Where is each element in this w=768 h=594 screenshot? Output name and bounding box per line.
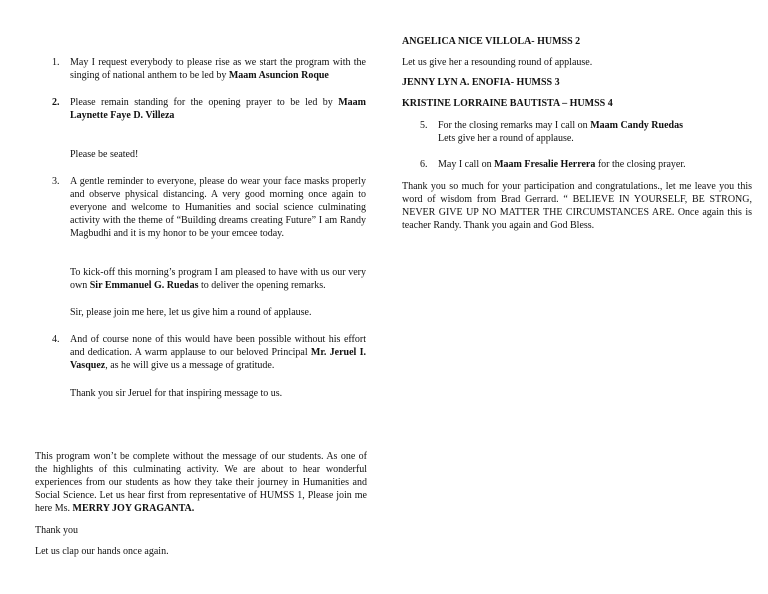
item-text-bold: Mr. Jeruel I. Vasquez — [70, 347, 367, 371]
heading-humss2: ANGELICA NICE VILLOLA- HUMSS 2 — [402, 36, 581, 47]
item-text — [70, 333, 366, 372]
item-number: 3. — [52, 176, 60, 187]
item-number: 5. — [420, 120, 428, 131]
item-text-plain: For the closing remarks may I call on — [438, 120, 591, 131]
join-sir-text: Sir, please join me here, let us give him a round of applause. — [70, 307, 312, 318]
item-text-bold: Maam Asuncion Roque — [228, 70, 329, 81]
students-text: This program won’t be complete without the message of our students. As one of the highlights of this culminating activity. We are about to hear wonderful experiences from our students as how they take their journey in Humanities and Social Science. Let us hear first from representative of HUMSS 1, Please join me here Ms. — [35, 451, 367, 514]
closing-paragraph: Thank you so much for your participation and congratulations., let me leave you this word of wisdom from Brad Gerrard. “ BELIEVE IN YOURSELF, BE STRONG, NEVER GIVE UP NO MATTER THE CIRCUMSTANCES ARE. Once again this is teacher Randy. Thank you again and God Bless. — [402, 181, 752, 231]
item-text-a: And of course none of this would have been possible without his effort and dedication. A warm applause to our beloved Principal — [70, 334, 366, 358]
heading-humss3: JENNY LYN A. ENOFIA- HUMSS 3 — [402, 77, 560, 88]
item-text-b: for the closing prayer. — [595, 159, 686, 170]
item-text-line2: Lets give her a round of applause. — [438, 133, 574, 144]
clap-text: Let us clap our hands once again. — [35, 546, 169, 557]
applause-text: Let us give her a resounding round of applause. — [402, 57, 593, 68]
thank-jeruel-text: Thank you sir Jeruel for that inspiring message to us. — [70, 388, 283, 399]
item-text-bold: Maam Fresalie Herrera — [494, 159, 596, 170]
student-name: MERRY JOY GRAGANTA. — [72, 503, 195, 514]
heading-humss4: KRISTINE LORRAINE BAUTISTA – HUMSS 4 — [402, 98, 613, 109]
item-number: 6. — [420, 159, 428, 170]
item-number: 2. — [52, 97, 60, 108]
item-text — [438, 158, 738, 171]
kickoff-text-a: To kick-off this morning’s program I am pleased to have with us our very own — [70, 267, 366, 291]
item-text — [70, 56, 366, 82]
item-text-bold: Maam Laynette Faye D. Villeza — [70, 97, 366, 121]
item-text-b: , as he will give us a message of gratitude. — [105, 360, 275, 371]
item-text-bold: Maam Candy Ruedas — [590, 120, 683, 131]
item-text — [438, 119, 738, 145]
item-text — [70, 96, 366, 122]
kickoff-name: Sir Emmanuel G. Ruedas — [89, 280, 199, 291]
item-text-plain: May I request everybody to please rise as we start the program with the singing of national anthem to be led by — [70, 57, 366, 81]
kickoff-text-b: to deliver the opening remarks. — [198, 280, 326, 291]
item-text-a: May I call on — [438, 159, 495, 170]
seated-text: Please be seated! — [70, 149, 139, 160]
kickoff-paragraph — [70, 266, 366, 292]
thank-you-text: Thank you — [35, 525, 79, 536]
students-paragraph — [35, 450, 367, 515]
item-number: 4. — [52, 334, 60, 345]
item-text: A gentle reminder to everyone, please do wear your face masks properly and observe physical distancing. A very good morning once again to everyone and welcome to Humanities and social science culminating activity with the theme of “Building dreams creating Future” I am Randy Magbudhi and it is my honor to be your emcee today. — [70, 176, 366, 239]
item-text-plain: Please remain standing for the opening prayer to be led by — [70, 97, 339, 108]
item-number: 1. — [52, 57, 60, 68]
